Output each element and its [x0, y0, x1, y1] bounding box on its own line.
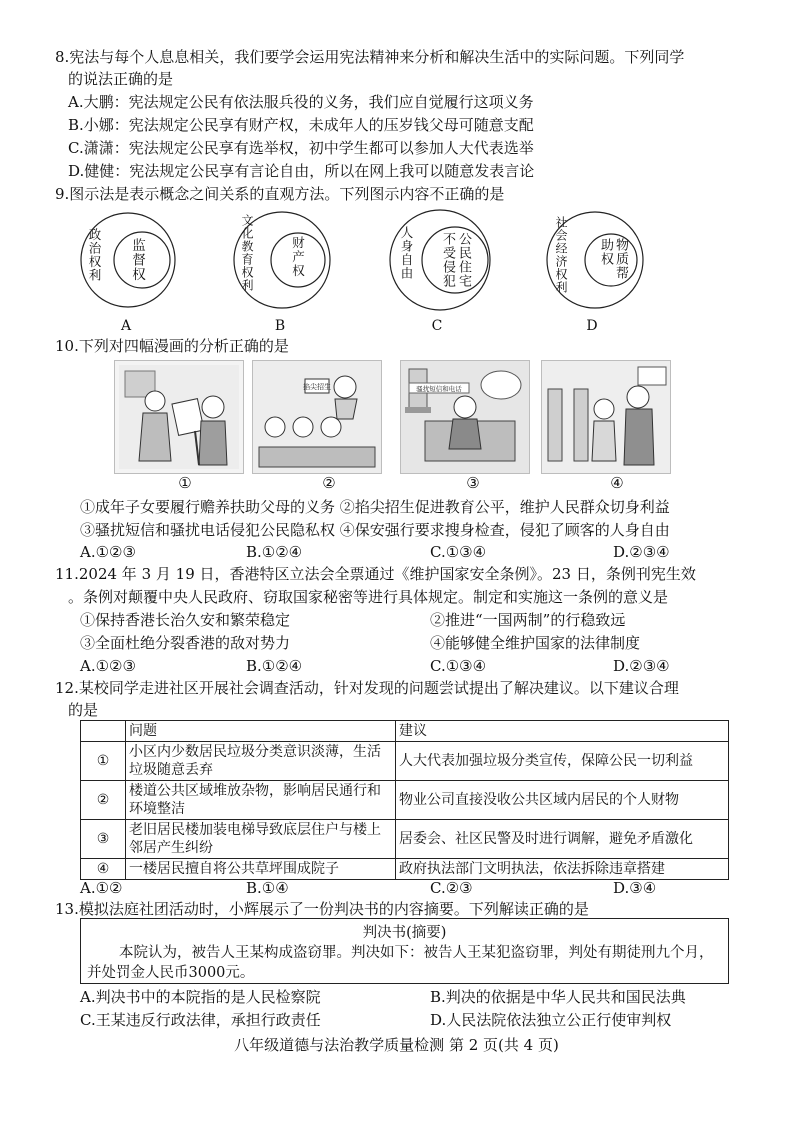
q12-stem-line1: 12.某校同学走进社区开展社会调查活动，针对发现的问题尝试提出了解决建议。以下建议合理: [55, 679, 679, 697]
diagram-b-inner-label: 财产权: [292, 235, 306, 278]
diagram-a-letter: A: [120, 318, 132, 334]
q11-option-a: A.①②③: [80, 657, 136, 675]
table-cell-problem: 老旧居民楼加装电梯导致底层住户与楼上邻居产生纠纷: [126, 820, 396, 859]
table-row: [81, 820, 729, 859]
cartoon-3: [400, 360, 530, 474]
table-cell-num: ②: [81, 781, 126, 820]
diagram-c: [385, 208, 525, 340]
table-cell-suggestion: 人大代表加强垃圾分类宣传，保障公民一切利益: [396, 742, 729, 781]
cartoon-2-label: ②: [322, 474, 336, 492]
q10-stem: 10.下列对四幅漫画的分析正确的是: [55, 337, 289, 355]
cartoon-2-sign-text: 掐尖招生: [303, 383, 331, 391]
table-cell-suggestion: 政府执法部门文明执法，依法拆除违章搭建: [396, 859, 729, 880]
q10-statements-line2: ③骚扰短信和骚扰电话侵犯公民隐私权 ④保安强行要求搜身检查，侵犯了顾客的人身自由: [80, 521, 670, 539]
table-cell-problem: 一楼居民擅自将公共草坪围成院子: [126, 859, 396, 880]
cartoon-2: [252, 360, 382, 474]
q8-stem-line2: 的说法正确的是: [68, 70, 174, 88]
q8-option-b: B.小娜：宪法规定公民享有财产权，未成年人的压岁钱父母可随意支配: [68, 116, 534, 134]
q13-option-a: A.判决书中的本院指的是人民检察院: [80, 988, 321, 1006]
table-cell-num: ①: [81, 742, 126, 781]
q12-option-c: C.②③: [430, 879, 473, 897]
q12-option-a: A.①②: [80, 879, 123, 897]
judgment-box: [80, 918, 729, 984]
judgment-title: 判决书(摘要): [362, 925, 447, 941]
table-header-row: [81, 721, 729, 742]
table-row: [81, 859, 729, 880]
diagram-d-letter: D: [586, 318, 598, 334]
q13-option-b: B.判决的依据是中华人民共和国民法典: [430, 988, 686, 1006]
table-cell-suggestion: 居委会、社区民警及时进行调解，避免矛盾激化: [396, 820, 729, 859]
q11-option-d: D.②③④: [613, 657, 670, 675]
q8-option-c: C.潇潇：宪法规定公民享有选举权，初中学生都可以参加人大代表选举: [68, 139, 534, 157]
table-header-num: [81, 721, 126, 742]
q11-stem-line1: 11.2024 年 3 月 19 日，香港特区立法会全票通过《维护国家安全条例》。23 日，条例刊宪生效: [55, 565, 696, 583]
page-footer: 八年级道德与法治教学质量检测 第 2 页(共 4 页): [234, 1036, 559, 1054]
table-row: [81, 742, 729, 781]
diagram-b-letter: B: [274, 318, 286, 334]
q13-stem: 13.模拟法庭社团活动时，小辉展示了一份判决书的内容摘要。下列解读正确的是: [55, 900, 589, 918]
diagram-d-outer-label: 社会经济权利: [554, 216, 568, 294]
q8-stem-line1: 8.宪法与每个人息息相关，我们要学会运用宪法精神来分析和解决生活中的实际问题。下列同学: [55, 48, 685, 66]
judgment-line2: 并处罚金人民币3000元。: [87, 965, 255, 981]
cartoon-3-drawing: [401, 361, 529, 473]
diagram-d: [540, 208, 680, 340]
q8-option-d: D.健健：宪法规定公民享有言论自由，所以在网上我可以随意发表言论: [68, 162, 535, 180]
q13-option-d: D.人民法院依法独立公正行使审判权: [430, 1011, 672, 1029]
cartoon-3-caption: 骚扰短信和电话: [416, 385, 462, 393]
q11-option-b: B.①②④: [246, 657, 303, 675]
table-cell-suggestion: 物业公司直接没收公共区域内居民的个人财物: [396, 781, 729, 820]
q10-statements-line1: ①成年子女要履行赡养扶助父母的义务 ②掐尖招生促进教育公平，维护人民群众切身利益: [80, 498, 670, 516]
q12-option-d: D.③④: [613, 879, 657, 897]
diagram-c-letter: C: [431, 318, 443, 334]
q11-stem-line2: 。条例对颠覆中央人民政府、窃取国家秘密等进行具体规定。制定和实施这一条例的意义是: [68, 588, 669, 606]
diagram-c-inner-label: 公民住宅不受侵犯: [440, 232, 471, 288]
diagram-b: [226, 208, 366, 340]
cartoon-4-drawing: [542, 361, 670, 473]
q11-statement-4: ④能够健全维护国家的法律制度: [430, 634, 641, 652]
q11-statement-2: ②推进“一国两制”的行稳致远: [430, 611, 626, 629]
cartoon-1-drawing: [115, 361, 243, 473]
q11-option-c: C.①③④: [430, 657, 487, 675]
q11-statement-1: ①保持香港长治久安和繁荣稳定: [80, 611, 291, 629]
cartoon-1: [114, 360, 244, 474]
table-cell-problem: 楼道公共区域堆放杂物，影响居民通行和环境整洁: [126, 781, 396, 820]
cartoon-4-label: ④: [610, 474, 624, 492]
q11-statement-3: ③全面杜绝分裂香港的敌对势力: [80, 634, 291, 652]
diagram-d-inner-label: 物质帮助权: [598, 238, 628, 280]
diagram-a-inner-label: 监督权: [129, 238, 145, 282]
q10-option-d: D.②③④: [613, 543, 670, 561]
table-row: [81, 781, 729, 820]
q10-option-a: A.①②③: [80, 543, 136, 561]
table-cell-num: ④: [81, 859, 126, 880]
table-cell-num: ③: [81, 820, 126, 859]
table-header-problem: 问题: [126, 721, 396, 742]
q12-table: [80, 720, 729, 880]
q8-option-a: A.大鹏：宪法规定公民有依法服兵役的义务，我们应自觉履行这项义务: [68, 93, 534, 111]
cartoon-4: [541, 360, 671, 474]
q10-option-b: B.①②④: [246, 543, 303, 561]
diagram-c-outer-label: 人身自由: [399, 226, 414, 280]
q9-stem: 9.图示法是表示概念之间关系的直观方法。下列图示内容不正确的是: [55, 185, 505, 203]
q10-option-c: C.①③④: [430, 543, 487, 561]
cartoon-1-label: ①: [178, 474, 192, 492]
cartoon-2-drawing: [253, 361, 381, 473]
judgment-line1: 本院认为，被告人王某构成盗窃罪。判决如下：被告人王某犯盗窃罪，判处有期徒刑九个月，: [119, 945, 714, 961]
table-cell-problem: 小区内少数居民垃圾分类意识淡薄，生活垃圾随意丢弃: [126, 742, 396, 781]
diagram-b-outer-label: 文化教育权利: [240, 214, 254, 292]
q12-option-b: B.①④: [246, 879, 289, 897]
table-header-suggestion: 建议: [396, 721, 729, 742]
diagram-a: [70, 208, 210, 340]
q12-stem-line2: 的是: [68, 701, 99, 719]
diagram-a-outer-label: 政治权利: [87, 228, 102, 282]
cartoon-3-label: ③: [466, 474, 480, 492]
q13-option-c: C.王某违反行政法律，承担行政责任: [80, 1011, 321, 1029]
